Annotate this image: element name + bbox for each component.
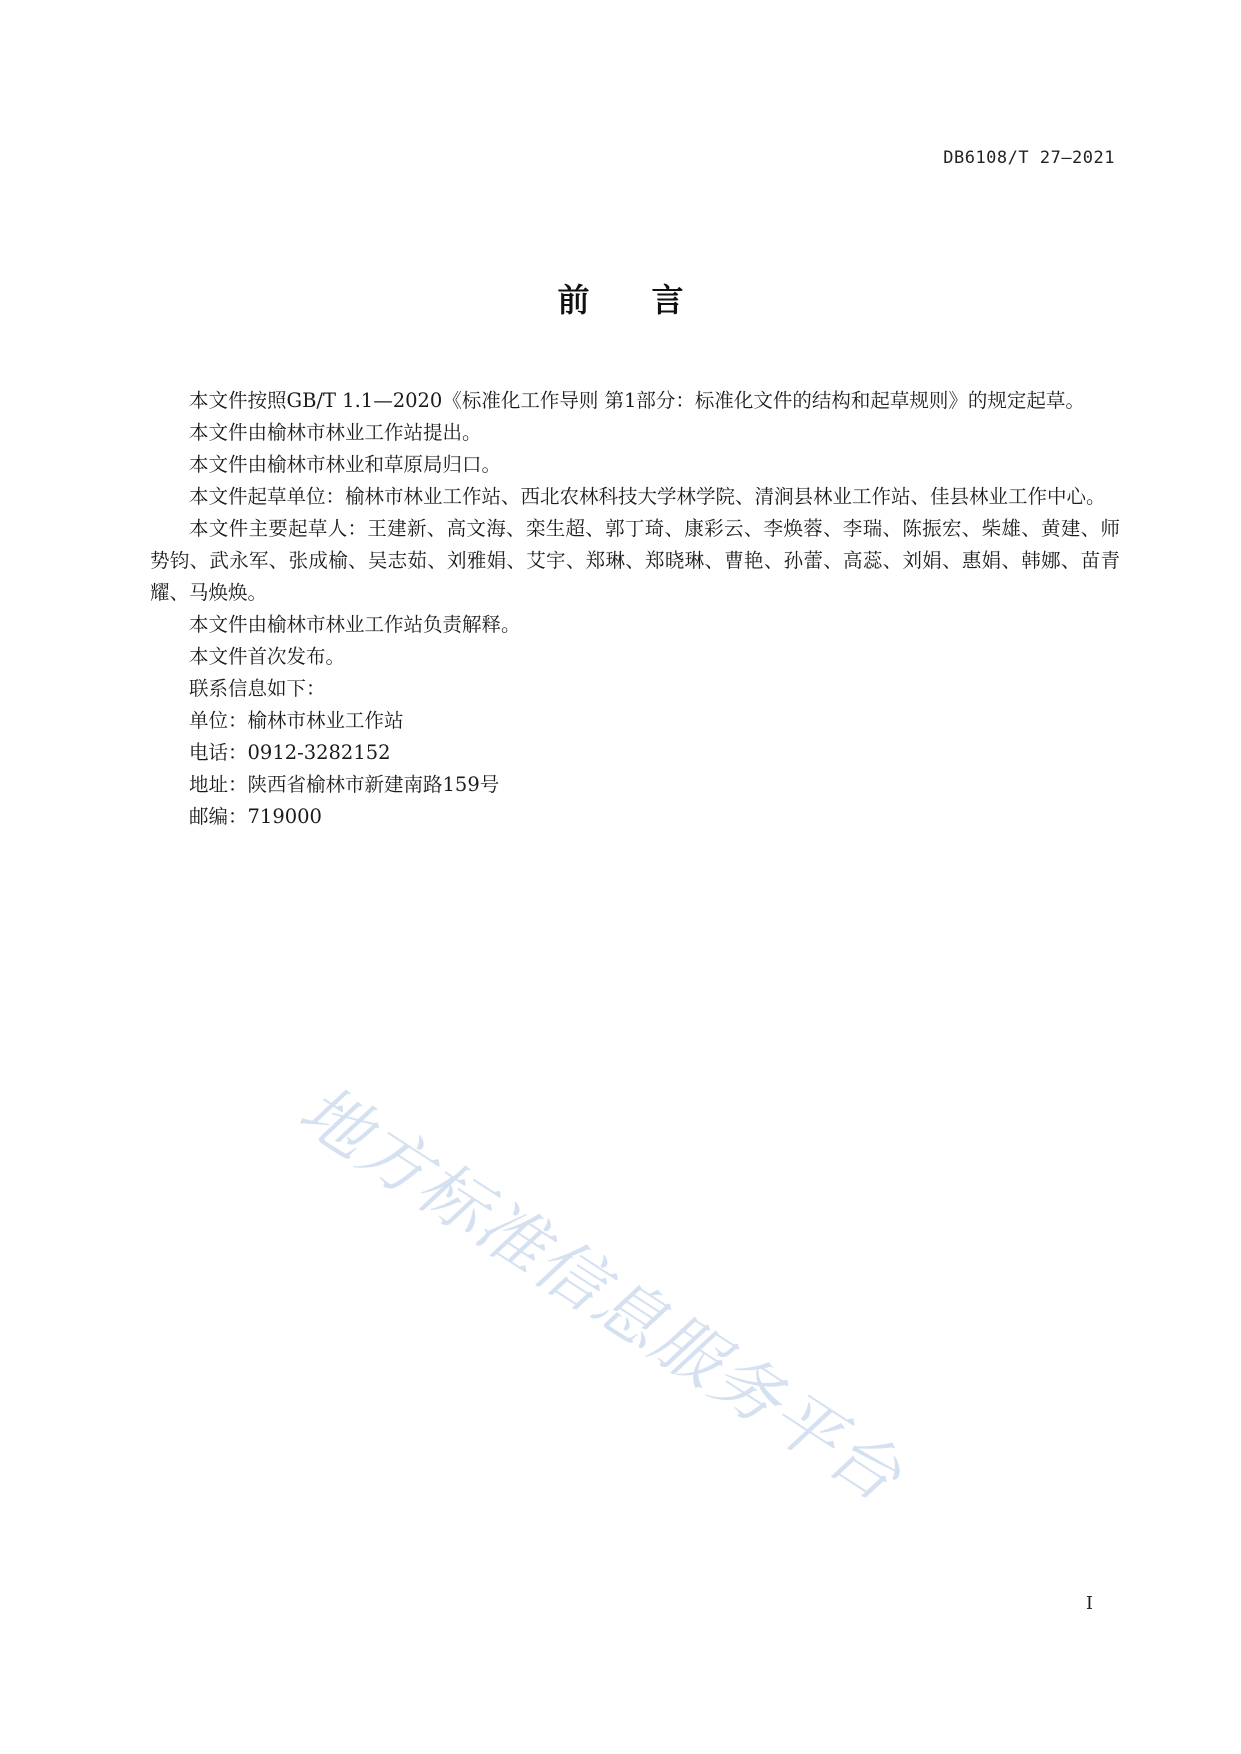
contact-postcode: 邮编：719000 — [189, 805, 322, 828]
paragraph-drafting-rules: 本文件按照GB/T 1.1—2020《标准化工作导则 第1部分：标准化文件的结构和起草规则》的规定起草。 — [189, 389, 1085, 412]
paragraph-interpretation: 本文件由榆林市林业工作站负责解释。 — [189, 613, 521, 636]
contact-address: 地址：陕西省榆林市新建南路159号 — [189, 773, 500, 796]
watermark: 地方标准信息服务平台 — [285, 1070, 916, 1518]
paragraph-drafting-units: 本文件起草单位：榆林市林业工作站、西北农林科技大学林学院、清涧县林业工作站、佳县林业工作中心。 — [189, 485, 1106, 508]
page-title: 前言 — [557, 281, 746, 319]
paragraph-centralized-unit: 本文件由榆林市林业和草原局归口。 — [189, 453, 502, 476]
page-number: I — [1085, 1593, 1093, 1614]
contact-unit: 单位：榆林市林业工作站 — [189, 709, 404, 732]
paragraph-first-release: 本文件首次发布。 — [189, 645, 346, 668]
paragraph-proposer: 本文件由榆林市林业工作站提出。 — [189, 421, 482, 444]
contact-phone: 电话：0912-3282152 — [189, 741, 391, 764]
paragraph-contact-heading: 联系信息如下： — [189, 677, 326, 700]
document-code: DB6108/T 27—2021 — [943, 148, 1115, 168]
paragraph-drafters: 本文件主要起草人：王建新、高文海、栾生超、郭丁琦、康彩云、李焕蓉、李瑞、陈振宏、柴雄、黄建、师势钧、武永军、张成榆、吴志茹、刘雅娟、艾宇、郑琳、郑晓琳、曹艳、孙蕾、高蕊、刘娟、惠娟、韩娜、苗青耀、马焕焕。 — [150, 517, 1120, 604]
foreword-body — [150, 385, 1120, 833]
